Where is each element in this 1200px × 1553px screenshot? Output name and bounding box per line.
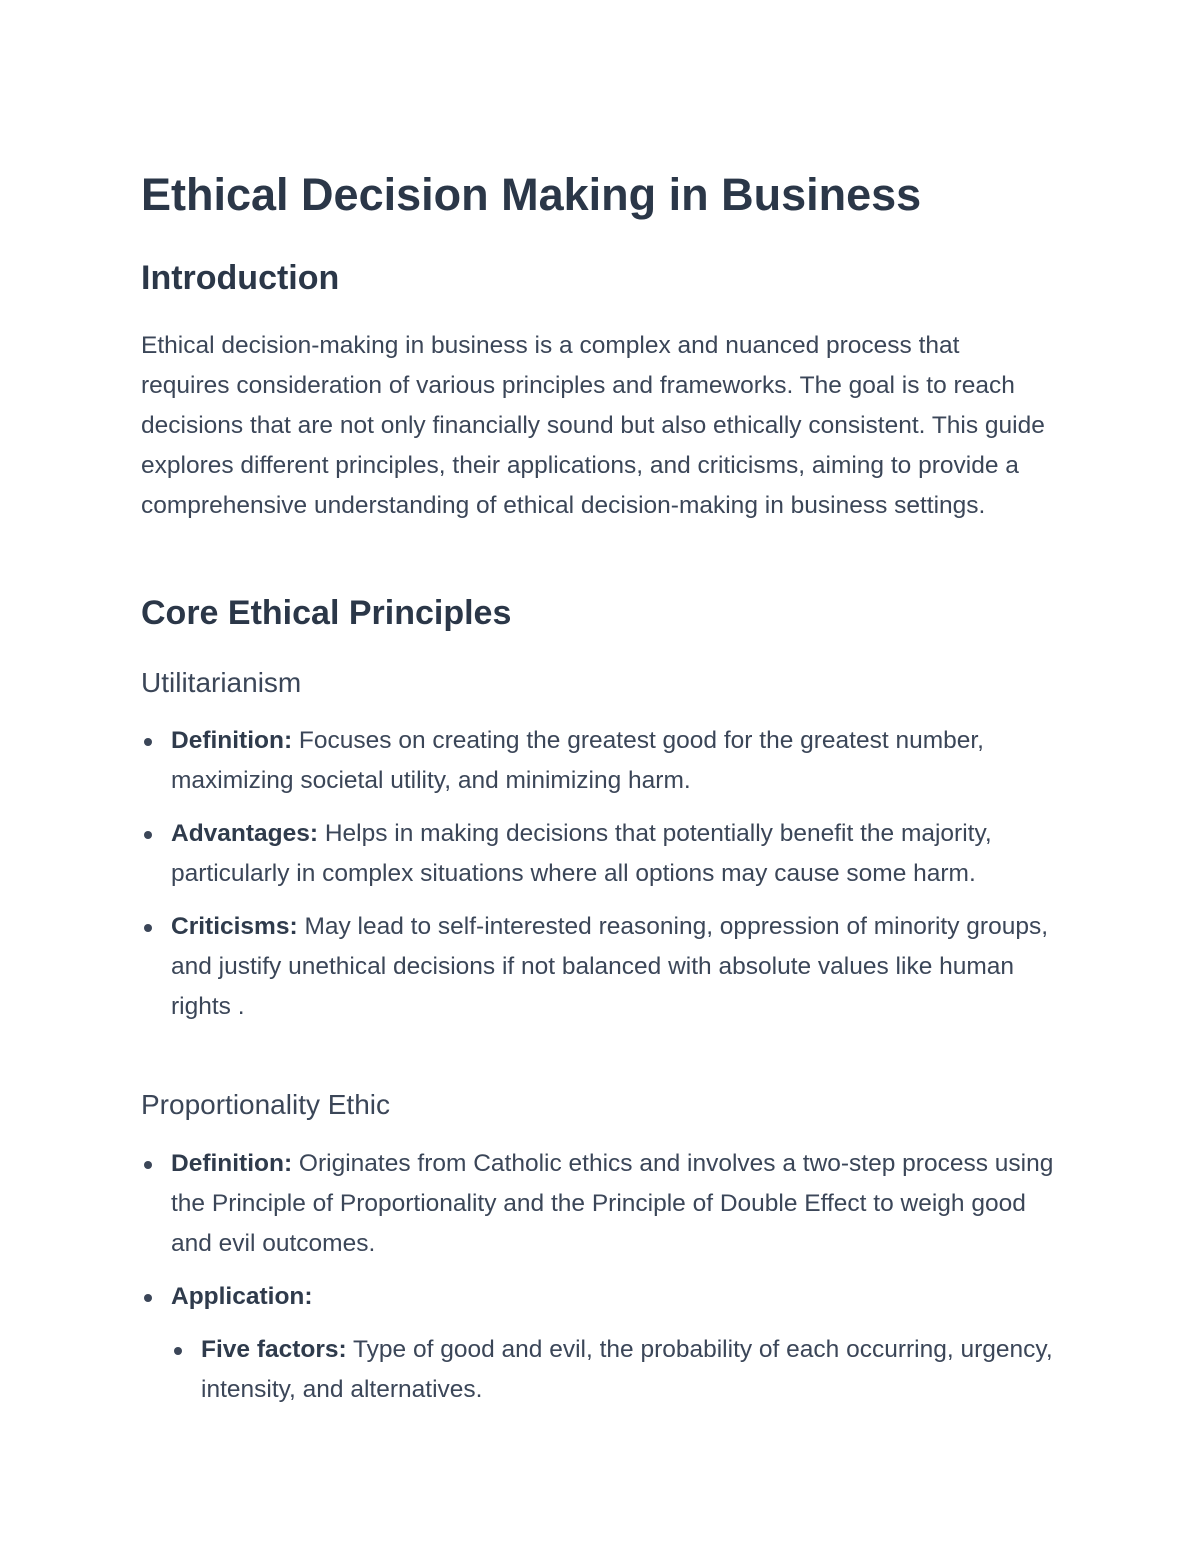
list-item-text: Focuses on creating the greatest good for the greatest number, maximizing societal utility, and minimizing harm. (171, 727, 984, 794)
list-item-term: Five factors: (201, 1336, 347, 1363)
list-item-text: Originates from Catholic ethics and involves a two-step process using the Principle of Proportionality and the Principle of Double Effect to weigh good and evil outcomes. (171, 1150, 1054, 1257)
bullet-icon (174, 1347, 182, 1355)
subsection-heading-utilitarianism: Utilitarianism (141, 667, 302, 698)
bullet-icon (144, 924, 152, 932)
list-item (141, 907, 1056, 1027)
list-item-term: Application: (171, 1283, 313, 1310)
bullet-icon (144, 738, 152, 746)
list-item (141, 1144, 1056, 1264)
utilitarianism-list (141, 721, 1056, 1040)
proportionality-list (141, 1144, 1056, 1423)
list-item-text: Helps in making decisions that potentially benefit the majority, particularly in complex situations where all options may cause some harm. (171, 820, 992, 887)
section-heading-introduction: Introduction (141, 259, 340, 297)
list-item-term: Definition: (171, 727, 293, 754)
page-title: Ethical Decision Making in Business (141, 169, 922, 220)
bullet-icon (144, 1161, 152, 1169)
bullet-icon (144, 1294, 152, 1302)
bullet-icon (144, 831, 152, 839)
section-heading-core-principles: Core Ethical Principles (141, 594, 512, 632)
list-item (141, 721, 1056, 801)
list-item-text: May lead to self-interested reasoning, oppression of minority groups, and justify unethical decisions if not balanced with absolute values like human rights . (171, 913, 1049, 1020)
list-item (141, 1277, 1056, 1410)
sub-list-item (171, 1330, 1056, 1410)
introduction-paragraph: Ethical decision-making in business is a complex and nuanced process that requires consideration of various principles and frameworks. The goal is to reach decisions that are not only financially sound but also ethically consistent. This guide explores different principles, their applications, and criticisms, aiming to provide a comprehensive understanding of ethical decision-making in business settings. (141, 332, 1045, 519)
list-item (141, 814, 1056, 894)
list-item-term: Definition: (171, 1150, 293, 1177)
list-item-term: Criticisms: (171, 913, 298, 940)
subsection-heading-proportionality: Proportionality Ethic (141, 1089, 391, 1120)
list-item-term: Advantages: (171, 820, 319, 847)
list-item-text: Type of good and evil, the probability of each occurring, urgency, intensity, and alternatives. (201, 1336, 1053, 1403)
application-sub-list (171, 1330, 1056, 1410)
